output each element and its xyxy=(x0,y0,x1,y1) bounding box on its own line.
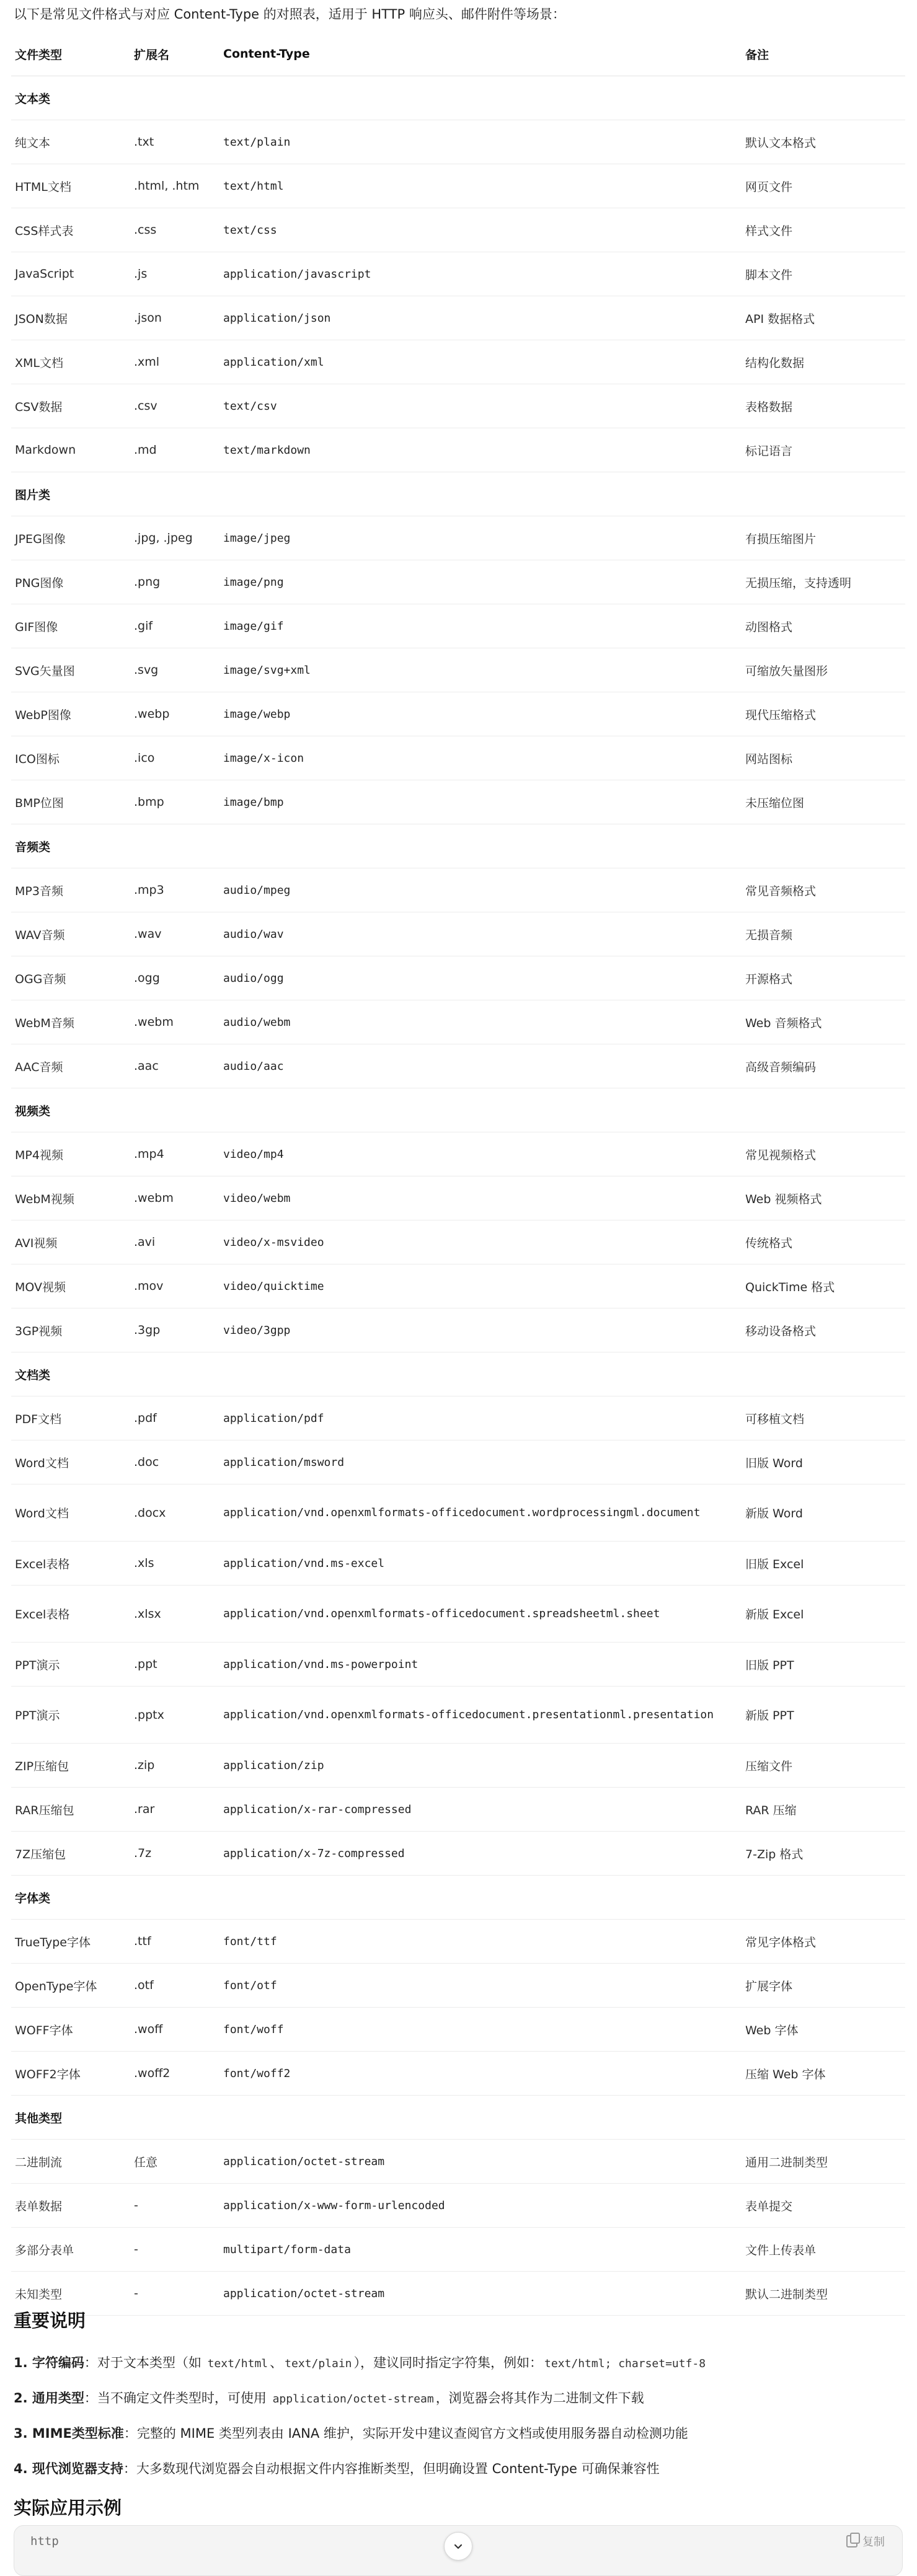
table-row xyxy=(11,2140,905,2184)
cell-content-type: application/json xyxy=(219,296,742,340)
category-label: 图片类 xyxy=(11,472,905,516)
table-row xyxy=(11,1176,905,1220)
table-row xyxy=(11,1586,905,1643)
note-item xyxy=(14,2345,900,2381)
cell-extension: .ppt xyxy=(130,1643,219,1687)
cell-file-type: ICO图标 xyxy=(11,736,130,780)
note-title: MIME类型标准 xyxy=(32,2426,124,2441)
header-file-type: 文件类型 xyxy=(11,32,130,76)
cell-file-type: PPT演示 xyxy=(11,1643,130,1687)
cell-note: QuickTime 格式 xyxy=(742,1264,905,1308)
cell-content-type: video/quicktime xyxy=(219,1264,742,1308)
cell-content-type: video/3gpp xyxy=(219,1308,742,1352)
cell-content-type: video/webm xyxy=(219,1176,742,1220)
code-language: http xyxy=(30,2534,59,2548)
category-row xyxy=(11,824,905,868)
category-label: 文本类 xyxy=(11,76,905,120)
cell-note: 无损音频 xyxy=(742,912,905,956)
cell-note: 可移植文档 xyxy=(742,1396,905,1440)
cell-extension: .js xyxy=(130,252,219,296)
cell-file-type: WOFF字体 xyxy=(11,2008,130,2052)
cell-extension: - xyxy=(130,2228,219,2272)
cell-note: 常见音频格式 xyxy=(742,868,905,912)
cell-extension: .avi xyxy=(130,1220,219,1264)
cell-extension: .ogg xyxy=(130,956,219,1000)
cell-extension: .pdf xyxy=(130,1396,219,1440)
cell-extension: .zip xyxy=(130,1744,219,1788)
cell-file-type: 多部分表单 xyxy=(11,2228,130,2272)
cell-file-type: WAV音频 xyxy=(11,912,130,956)
note-number: 1. xyxy=(14,2355,32,2370)
cell-note: 标记语言 xyxy=(742,428,905,472)
cell-file-type: PPT演示 xyxy=(11,1687,130,1744)
cell-extension: .xls xyxy=(130,1542,219,1586)
cell-note: 脚本文件 xyxy=(742,252,905,296)
cell-content-type: font/woff2 xyxy=(219,2052,742,2096)
cell-note: 压缩 Web 字体 xyxy=(742,2052,905,2096)
table-row xyxy=(11,296,905,340)
table-row xyxy=(11,1744,905,1788)
table-row xyxy=(11,1132,905,1176)
chevron-down-icon xyxy=(453,2541,464,2552)
cell-note: 高级音频编码 xyxy=(742,1044,905,1088)
cell-file-type: Excel表格 xyxy=(11,1586,130,1643)
inline-code: text/html; charset=utf-8 xyxy=(544,2357,706,2370)
cell-extension: .md xyxy=(130,428,219,472)
cell-content-type: image/png xyxy=(219,560,742,604)
cell-note: 传统格式 xyxy=(742,1220,905,1264)
cell-note: 旧版 Word xyxy=(742,1440,905,1484)
cell-content-type: video/mp4 xyxy=(219,1132,742,1176)
table-row xyxy=(11,1396,905,1440)
intro-text: 以下是常见文件格式与对应 Content-Type 的对照表，适用于 HTTP 响应头、邮件附件等场景： xyxy=(14,7,565,22)
table-header-row xyxy=(11,32,905,76)
cell-file-type: RAR压缩包 xyxy=(11,1788,130,1832)
cell-extension: .txt xyxy=(130,120,219,164)
cell-content-type: text/csv xyxy=(219,384,742,428)
table-row xyxy=(11,1687,905,1744)
cell-note: 表格数据 xyxy=(742,384,905,428)
notes-heading: 重要说明 xyxy=(14,2310,86,2331)
cell-extension: - xyxy=(130,2184,219,2228)
cell-note: 新版 PPT xyxy=(742,1687,905,1744)
note-title: 通用类型 xyxy=(32,2391,84,2406)
table-row xyxy=(11,1643,905,1687)
header-content-type: Content-Type xyxy=(219,32,742,76)
note-text: ），建议同时指定字符集，例如： xyxy=(353,2355,543,2370)
cell-note: 无损压缩，支持透明 xyxy=(742,560,905,604)
note-text: ：大多数现代浏览器会自动根据文件内容推断类型，但明确设置 Content-Type 可确保兼容性 xyxy=(123,2461,660,2476)
table-row xyxy=(11,516,905,560)
cell-note: 网站图标 xyxy=(742,736,905,780)
note-item xyxy=(14,2381,900,2416)
inline-code: text/plain xyxy=(285,2357,352,2370)
note-title: 字符编码 xyxy=(32,2355,84,2370)
cell-note: Web 字体 xyxy=(742,2008,905,2052)
cell-content-type: image/svg+xml xyxy=(219,648,742,692)
cell-extension: .jpg, .jpeg xyxy=(130,516,219,560)
cell-note: 开源格式 xyxy=(742,956,905,1000)
cell-content-type: application/octet-stream xyxy=(219,2140,742,2184)
cell-extension: .xlsx xyxy=(130,1586,219,1643)
cell-content-type: image/webp xyxy=(219,692,742,736)
table-row xyxy=(11,120,905,164)
header-note: 备注 xyxy=(742,32,905,76)
cell-content-type: application/x-rar-compressed xyxy=(219,1788,742,1832)
cell-extension: .mov xyxy=(130,1264,219,1308)
cell-extension: .csv xyxy=(130,384,219,428)
note-item xyxy=(14,2416,900,2451)
cell-content-type: video/x-msvideo xyxy=(219,1220,742,1264)
table-row xyxy=(11,560,905,604)
category-label: 其他类型 xyxy=(11,2096,905,2140)
cell-file-type: OpenType字体 xyxy=(11,1964,130,2008)
table-row xyxy=(11,868,905,912)
copy-icon xyxy=(846,2535,857,2547)
cell-note: 现代压缩格式 xyxy=(742,692,905,736)
cell-file-type: ZIP压缩包 xyxy=(11,1744,130,1788)
cell-file-type: AAC音频 xyxy=(11,1044,130,1088)
cell-content-type: audio/mpeg xyxy=(219,868,742,912)
cell-file-type: JSON数据 xyxy=(11,296,130,340)
table-row xyxy=(11,692,905,736)
cell-file-type: HTML文档 xyxy=(11,164,130,208)
cell-note: Web 音频格式 xyxy=(742,1000,905,1044)
cell-extension: .png xyxy=(130,560,219,604)
note-number: 2. xyxy=(14,2391,32,2406)
cell-note: 新版 Word xyxy=(742,1484,905,1542)
cell-content-type: application/vnd.openxmlformats-officedocument.spreadsheetml.sheet xyxy=(219,1586,742,1643)
cell-extension: .webm xyxy=(130,1000,219,1044)
category-label: 字体类 xyxy=(11,1876,905,1920)
cell-content-type: image/bmp xyxy=(219,780,742,824)
cell-content-type: application/javascript xyxy=(219,252,742,296)
cell-note: 旧版 PPT xyxy=(742,1643,905,1687)
table-row xyxy=(11,164,905,208)
table-row xyxy=(11,912,905,956)
cell-file-type: 二进制流 xyxy=(11,2140,130,2184)
cell-file-type: WOFF2字体 xyxy=(11,2052,130,2096)
category-row xyxy=(11,1088,905,1132)
cell-file-type: PNG图像 xyxy=(11,560,130,604)
cell-file-type: 纯文本 xyxy=(11,120,130,164)
cell-file-type: Excel表格 xyxy=(11,1542,130,1586)
cell-file-type: Word文档 xyxy=(11,1440,130,1484)
cell-note: 文件上传表单 xyxy=(742,2228,905,2272)
inline-code: application/octet-stream xyxy=(272,2393,434,2406)
note-text: ，浏览器会将其作为二进制文件下载 xyxy=(435,2391,644,2406)
cell-content-type: text/css xyxy=(219,208,742,252)
cell-content-type: audio/wav xyxy=(219,912,742,956)
cell-content-type: audio/webm xyxy=(219,1000,742,1044)
cell-content-type: application/octet-stream xyxy=(219,2272,742,2316)
cell-extension: .xml xyxy=(130,340,219,384)
table-row xyxy=(11,1964,905,2008)
cell-note: 网页文件 xyxy=(742,164,905,208)
cell-extension: .woff2 xyxy=(130,2052,219,2096)
cell-file-type: 7Z压缩包 xyxy=(11,1832,130,1876)
cell-content-type: application/x-7z-compressed xyxy=(219,1832,742,1876)
cell-content-type: audio/aac xyxy=(219,1044,742,1088)
cell-note: 移动设备格式 xyxy=(742,1308,905,1352)
table-row xyxy=(11,384,905,428)
cell-extension: .doc xyxy=(130,1440,219,1484)
note-number: 4. xyxy=(14,2461,32,2476)
cell-note: 旧版 Excel xyxy=(742,1542,905,1586)
cell-file-type: WebM视频 xyxy=(11,1176,130,1220)
table-row xyxy=(11,1220,905,1264)
note-text: ：对于文本类型（如 xyxy=(84,2355,206,2370)
cell-content-type: application/vnd.openxmlformats-officedocument.presentationml.presentation xyxy=(219,1687,742,1744)
cell-file-type: 3GP视频 xyxy=(11,1308,130,1352)
note-title: 现代浏览器支持 xyxy=(32,2461,123,2476)
table-row xyxy=(11,1920,905,1964)
table-row xyxy=(11,1264,905,1308)
note-text: 、 xyxy=(270,2355,283,2370)
cell-content-type: text/markdown xyxy=(219,428,742,472)
category-label: 视频类 xyxy=(11,1088,905,1132)
table-row xyxy=(11,2052,905,2096)
copy-label: 复制 xyxy=(862,2536,885,2549)
cell-file-type: XML文档 xyxy=(11,340,130,384)
cell-file-type: PDF文档 xyxy=(11,1396,130,1440)
table-row xyxy=(11,2228,905,2272)
cell-extension: .otf xyxy=(130,1964,219,2008)
table-row xyxy=(11,428,905,472)
cell-file-type: MP4视频 xyxy=(11,1132,130,1176)
cell-file-type: OGG音频 xyxy=(11,956,130,1000)
scroll-down-button[interactable] xyxy=(444,2532,472,2561)
cell-extension: .svg xyxy=(130,648,219,692)
note-item xyxy=(14,2451,900,2487)
cell-note: 常见视频格式 xyxy=(742,1132,905,1176)
cell-extension: .mp3 xyxy=(130,868,219,912)
table-row xyxy=(11,1484,905,1542)
cell-note: 扩展字体 xyxy=(742,1964,905,2008)
cell-file-type: MOV视频 xyxy=(11,1264,130,1308)
category-row xyxy=(11,472,905,516)
table-row xyxy=(11,2008,905,2052)
cell-file-type: JPEG图像 xyxy=(11,516,130,560)
cell-extension: .bmp xyxy=(130,780,219,824)
table-row xyxy=(11,340,905,384)
category-label: 文档类 xyxy=(11,1352,905,1396)
cell-file-type: SVG矢量图 xyxy=(11,648,130,692)
cell-extension: .gif xyxy=(130,604,219,648)
cell-file-type: Markdown xyxy=(11,428,130,472)
cell-extension: .woff xyxy=(130,2008,219,2052)
cell-file-type: JavaScript xyxy=(11,252,130,296)
cell-note: 结构化数据 xyxy=(742,340,905,384)
cell-note: 可缩放矢量图形 xyxy=(742,648,905,692)
table-row xyxy=(11,1788,905,1832)
cell-extension: 任意 xyxy=(130,2140,219,2184)
cell-note: 常见字体格式 xyxy=(742,1920,905,1964)
cell-note: 压缩文件 xyxy=(742,1744,905,1788)
cell-extension: .mp4 xyxy=(130,1132,219,1176)
cell-note: 表单提交 xyxy=(742,2184,905,2228)
copy-button[interactable] xyxy=(846,2533,885,2549)
note-number: 3. xyxy=(14,2426,32,2441)
category-row xyxy=(11,76,905,120)
cell-extension: - xyxy=(130,2272,219,2316)
table-row xyxy=(11,2272,905,2316)
category-row xyxy=(11,1352,905,1396)
cell-file-type: WebM音频 xyxy=(11,1000,130,1044)
cell-note: Web 视频格式 xyxy=(742,1176,905,1220)
cell-note: 7-Zip 格式 xyxy=(742,1832,905,1876)
cell-file-type: WebP图像 xyxy=(11,692,130,736)
cell-note: 未压缩位图 xyxy=(742,780,905,824)
cell-content-type: application/msword xyxy=(219,1440,742,1484)
cell-note: 默认文本格式 xyxy=(742,120,905,164)
cell-extension: .aac xyxy=(130,1044,219,1088)
cell-content-type: text/html xyxy=(219,164,742,208)
cell-extension: .json xyxy=(130,296,219,340)
content-type-table xyxy=(11,32,905,2316)
cell-extension: .html, .htm xyxy=(130,164,219,208)
cell-content-type: application/pdf xyxy=(219,1396,742,1440)
cell-file-type: CSS样式表 xyxy=(11,208,130,252)
table-row xyxy=(11,604,905,648)
table-row xyxy=(11,2184,905,2228)
cell-content-type: font/otf xyxy=(219,1964,742,2008)
cell-file-type: TrueType字体 xyxy=(11,1920,130,1964)
cell-file-type: 表单数据 xyxy=(11,2184,130,2228)
table-row xyxy=(11,1044,905,1088)
cell-content-type: application/x-www-form-urlencoded xyxy=(219,2184,742,2228)
cell-file-type: CSV数据 xyxy=(11,384,130,428)
table-row xyxy=(11,1542,905,1586)
cell-content-type: font/woff xyxy=(219,2008,742,2052)
cell-extension: .wav xyxy=(130,912,219,956)
table-row xyxy=(11,956,905,1000)
cell-content-type: audio/ogg xyxy=(219,956,742,1000)
note-text: ：完整的 MIME 类型列表由 IANA 维护，实际开发中建议查阅官方文档或使用服务器自动检测功能 xyxy=(123,2426,688,2441)
header-extension: 扩展名 xyxy=(130,32,219,76)
cell-note: 新版 Excel xyxy=(742,1586,905,1643)
cell-note: 默认二进制类型 xyxy=(742,2272,905,2316)
cell-note: 有损压缩图片 xyxy=(742,516,905,560)
cell-note: 通用二进制类型 xyxy=(742,2140,905,2184)
cell-content-type: multipart/form-data xyxy=(219,2228,742,2272)
table-row xyxy=(11,208,905,252)
cell-extension: .7z xyxy=(130,1832,219,1876)
example-heading: 实际应用示例 xyxy=(14,2497,122,2518)
table-row xyxy=(11,780,905,824)
table-row xyxy=(11,252,905,296)
cell-extension: .webm xyxy=(130,1176,219,1220)
category-row xyxy=(11,1876,905,1920)
cell-content-type: application/zip xyxy=(219,1744,742,1788)
cell-note: API 数据格式 xyxy=(742,296,905,340)
category-row xyxy=(11,2096,905,2140)
cell-content-type: image/x-icon xyxy=(219,736,742,780)
cell-extension: .webp xyxy=(130,692,219,736)
cell-content-type: text/plain xyxy=(219,120,742,164)
cell-file-type: BMP位图 xyxy=(11,780,130,824)
cell-content-type: image/gif xyxy=(219,604,742,648)
cell-extension: .css xyxy=(130,208,219,252)
inline-code: text/html xyxy=(207,2357,268,2370)
cell-file-type: MP3音频 xyxy=(11,868,130,912)
cell-note: 样式文件 xyxy=(742,208,905,252)
cell-extension: .3gp xyxy=(130,1308,219,1352)
cell-file-type: Word文档 xyxy=(11,1484,130,1542)
cell-extension: .pptx xyxy=(130,1687,219,1744)
cell-content-type: application/xml xyxy=(219,340,742,384)
notes-list xyxy=(14,2345,900,2487)
table-row xyxy=(11,736,905,780)
cell-extension: .docx xyxy=(130,1484,219,1542)
cell-file-type: GIF图像 xyxy=(11,604,130,648)
table-row xyxy=(11,1000,905,1044)
note-text: ：当不确定文件类型时，可使用 xyxy=(84,2391,271,2406)
cell-file-type: AVI视频 xyxy=(11,1220,130,1264)
cell-extension: .rar xyxy=(130,1788,219,1832)
cell-content-type: application/vnd.ms-powerpoint xyxy=(219,1643,742,1687)
table-row xyxy=(11,1308,905,1352)
category-label: 音频类 xyxy=(11,824,905,868)
cell-note: RAR 压缩 xyxy=(742,1788,905,1832)
cell-content-type: font/ttf xyxy=(219,1920,742,1964)
cell-extension: .ttf xyxy=(130,1920,219,1964)
cell-file-type: 未知类型 xyxy=(11,2272,130,2316)
cell-note: 动图格式 xyxy=(742,604,905,648)
table-row xyxy=(11,1832,905,1876)
cell-content-type: application/vnd.openxmlformats-officedocument.wordprocessingml.document xyxy=(219,1484,742,1542)
table-body xyxy=(11,76,905,2316)
table-row xyxy=(11,1440,905,1484)
cell-content-type: application/vnd.ms-excel xyxy=(219,1542,742,1586)
cell-extension: .ico xyxy=(130,736,219,780)
table-row xyxy=(11,648,905,692)
cell-content-type: image/jpeg xyxy=(219,516,742,560)
